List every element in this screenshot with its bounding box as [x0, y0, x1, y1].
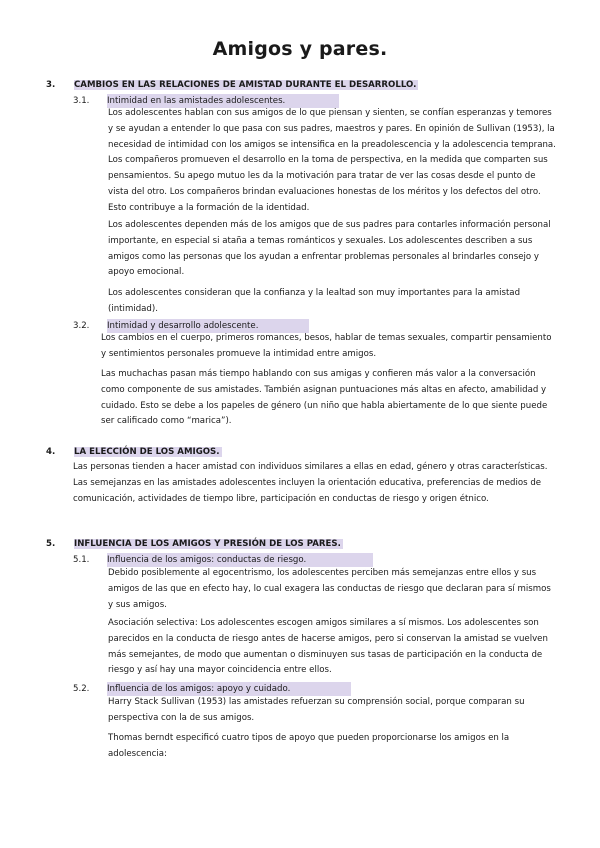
- paragraph: Harry Stack Sullivan (1953) las amistades refuerzan su comprensión social, porque comparan su perspectiva con la de sus amigos.: [108, 697, 525, 723]
- subsection-number: 5.2.: [73, 684, 90, 694]
- paragraph: Las muchachas pasan más tiempo hablando con sus amigas y confieren más valor a la conversación como componente de sus amistades. También asignan puntuaciones más altas en afecto, amabilidad y cuidado. Esto se debe a los papeles de género (un niño que habla abiertamente de lo que siente puede ser calificado como “marica”).: [101, 369, 548, 427]
- subsection-5-1-heading: [73, 553, 373, 567]
- paragraph: Asociación selectiva: Los adolescentes escogen amigos similares a sí mismos. Los adolescentes son parecidos en la conducta de riesgo antes de hacerse amigos, pero si conservan la amistad se vuelven más semejantes, de modo que aumentan o disminuyen sus tasas de participación en la conducta de riesgo y así hay una mayor coincidencia entre ellos.: [108, 618, 548, 676]
- paragraph: Debido posiblemente al egocentrismo, los adolescentes perciben más semejanzas entre ellos y sus amigos de las que en efecto hay, lo cual exagera las conductas de riesgo que declaran para sí mismos y sus amigos.: [108, 568, 551, 610]
- subsection-title: Influencia de los amigos: apoyo y cuidado.: [107, 682, 351, 696]
- section-number: 3.: [46, 80, 56, 90]
- paragraph: Los adolescentes dependen más de los amigos que de sus padres para contarles información personal importante, en especial si ataña a temas románticos y sexuales. Los adolescentes describen a sus amigos como las personas que los ayudan a enfrentar problemas personales al brindarles consejo y apoyo emocional.: [108, 220, 551, 278]
- subsection-title: Influencia de los amigos: conductas de riesgo.: [107, 553, 373, 567]
- paragraph: Las personas tienden a hacer amistad con individuos similares a ellas en edad, género y otras características. Las semejanzas en las amistades adolescentes incluyen la orientación educativa, preferencias de medios de comunicación, actividades de tiempo libre, participación en conductas de riesgo y origen étnico.: [73, 462, 548, 504]
- subsection-number: 5.1.: [73, 555, 90, 565]
- section-number: 4.: [46, 447, 56, 457]
- section-title: LA ELECCIÓN DE LOS AMIGOS.: [74, 447, 220, 457]
- subsection-title: Intimidad en las amistades adolescentes.: [107, 94, 339, 108]
- subsection-5-2-heading: [73, 682, 351, 696]
- subsection-number: 3.2.: [73, 321, 90, 331]
- section-number: 5.: [46, 539, 56, 549]
- subsection-number: 3.1.: [73, 96, 90, 106]
- section-title: INFLUENCIA DE LOS AMIGOS Y PRESIÓN DE LOS PARES.: [74, 539, 341, 549]
- section-4-heading: [46, 445, 222, 459]
- page-title: Amigos y pares.: [212, 38, 388, 60]
- paragraph: Los cambios en el cuerpo, primeros romances, besos, hablar de temas sexuales, compartir pensamiento y sentimientos personales promueve la intimidad entre amigos.: [101, 333, 552, 359]
- paragraph: Thomas berndt especificó cuatro tipos de apoyo que pueden proporcionarse los amigos en la adolescencia:: [108, 733, 510, 759]
- subsection-title: Intimidad y desarrollo adolescente.: [107, 319, 309, 333]
- paragraph: Los adolescentes hablan con sus amigos de lo que piensan y sienten, se confían esperanzas y temores y se ayudan a entender lo que pasa con sus padres, maestros y pares. En opinión de Sullivan (1953), la necesidad de intimidad con los amigos se intensifica en la preadolescencia y la adolescencia temprana. Los compañeros promueven el desarrollo en la toma de perspectiva, en la medida que comparten sus pensamientos. Su apego mutuo les da la motivación para tratar de ver las cosas desde el punto de vista del otro. Los compañeros brindan evaluaciones honestas de los méritos y los defectos del otro. Esto contribuye a la formación de la identidad.: [108, 108, 556, 213]
- section-3-heading: [46, 78, 418, 92]
- section-5-heading: [46, 537, 343, 551]
- paragraph: Los adolescentes consideran que la confianza y la lealtad son muy importantes para la amistad (intimidad).: [108, 288, 521, 314]
- section-title: CAMBIOS EN LAS RELACIONES DE AMISTAD DURANTE EL DESARROLLO.: [74, 80, 417, 90]
